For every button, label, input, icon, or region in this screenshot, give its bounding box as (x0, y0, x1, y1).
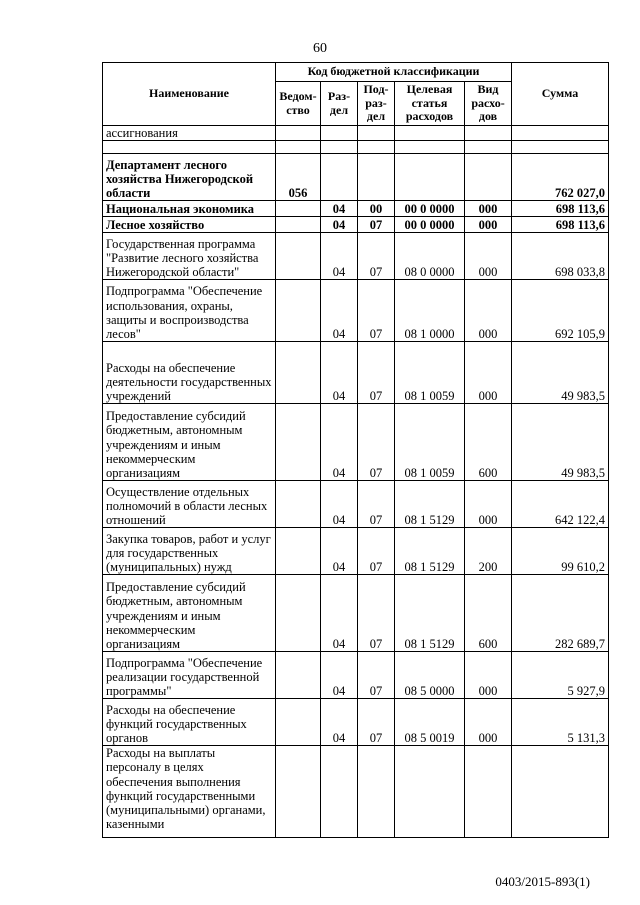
row-vid: 000 (465, 201, 512, 217)
row-podrazdel: 07 (358, 575, 395, 652)
row-vedomstvo (276, 404, 321, 481)
table-row (103, 404, 609, 481)
row-sum: 642 122,4 (512, 481, 609, 528)
row-razdel: 04 (321, 280, 358, 342)
row-sum: 5 927,9 (512, 652, 609, 699)
row-vid: 000 (465, 652, 512, 699)
row-name: Национальная экономика (103, 201, 276, 217)
row-vedomstvo: 056 (276, 154, 321, 201)
row-vedomstvo (276, 126, 321, 141)
row-target: 08 5 0000 (395, 652, 465, 699)
row-name: Предоставление субсидий бюджетным, автономным учреждениям и иным некоммерческим организациям (103, 575, 276, 652)
header-vid: Вид расхо-дов (465, 82, 512, 126)
row-target: 08 1 0059 (395, 342, 465, 404)
row-podrazdel: 07 (358, 404, 395, 481)
row-target (395, 154, 465, 201)
table-row (103, 141, 609, 154)
table-row (103, 652, 609, 699)
table-row (103, 481, 609, 528)
row-vid: 000 (465, 481, 512, 528)
document-code: 0403/2015-893(1) (495, 874, 590, 889)
row-vedomstvo (276, 233, 321, 280)
row-sum (512, 141, 609, 154)
row-podrazdel: 07 (358, 699, 395, 746)
row-podrazdel: 07 (358, 342, 395, 404)
row-podrazdel: 07 (358, 280, 395, 342)
row-target: 08 0 0000 (395, 233, 465, 280)
row-vid: 000 (465, 233, 512, 280)
table-header (103, 63, 609, 126)
row-target: 08 1 5129 (395, 575, 465, 652)
row-razdel (321, 746, 358, 838)
row-target: 08 1 5129 (395, 481, 465, 528)
row-target: 08 1 0059 (395, 404, 465, 481)
row-podrazdel (358, 746, 395, 838)
row-name: Департамент лесного хозяйства Нижегородской области (103, 154, 276, 201)
table-row (103, 126, 609, 141)
row-podrazdel: 07 (358, 652, 395, 699)
row-vedomstvo (276, 528, 321, 575)
row-vid (465, 126, 512, 141)
row-vedomstvo (276, 746, 321, 838)
row-name: Закупка товаров, работ и услуг для государственных (муниципальных) нужд (103, 528, 276, 575)
table-body (103, 126, 609, 838)
row-podrazdel (358, 154, 395, 201)
row-vid (465, 746, 512, 838)
row-razdel: 04 (321, 201, 358, 217)
row-vid: 000 (465, 342, 512, 404)
row-sum: 282 689,7 (512, 575, 609, 652)
header-name: Наименование (103, 63, 276, 126)
table-row (103, 746, 609, 838)
row-target (395, 746, 465, 838)
row-vid (465, 154, 512, 201)
table-row (103, 233, 609, 280)
row-target: 08 1 5129 (395, 528, 465, 575)
row-razdel: 04 (321, 404, 358, 481)
row-sum (512, 746, 609, 838)
table-row (103, 575, 609, 652)
row-vedomstvo (276, 217, 321, 233)
row-sum (512, 126, 609, 141)
row-vedomstvo (276, 280, 321, 342)
row-name: Подпрограмма "Обеспечение реализации государственной программы" (103, 652, 276, 699)
row-target: 00 0 0000 (395, 217, 465, 233)
row-target: 08 5 0019 (395, 699, 465, 746)
table-row (103, 154, 609, 201)
row-sum: 692 105,9 (512, 280, 609, 342)
row-vid: 200 (465, 528, 512, 575)
row-podrazdel (358, 126, 395, 141)
row-razdel: 04 (321, 528, 358, 575)
row-razdel: 04 (321, 481, 358, 528)
row-podrazdel: 07 (358, 233, 395, 280)
row-sum: 99 610,2 (512, 528, 609, 575)
row-podrazdel (358, 141, 395, 154)
table-row (103, 217, 609, 233)
row-razdel: 04 (321, 233, 358, 280)
row-sum: 49 983,5 (512, 342, 609, 404)
row-podrazdel: 07 (358, 481, 395, 528)
table-row (103, 699, 609, 746)
row-sum: 698 113,6 (512, 217, 609, 233)
table-row (103, 280, 609, 342)
row-vedomstvo (276, 575, 321, 652)
header-razdel: Раз-дел (321, 82, 358, 126)
row-name: Расходы на обеспечение функций государственных органов (103, 699, 276, 746)
row-sum: 698 033,8 (512, 233, 609, 280)
row-vid (465, 141, 512, 154)
row-vid: 600 (465, 575, 512, 652)
row-razdel: 04 (321, 652, 358, 699)
row-sum: 49 983,5 (512, 404, 609, 481)
row-target: 08 1 0000 (395, 280, 465, 342)
row-vedomstvo (276, 201, 321, 217)
row-target: 00 0 0000 (395, 201, 465, 217)
row-razdel: 04 (321, 575, 358, 652)
header-code-group: Код бюджетной классификации (276, 63, 512, 82)
row-vid: 000 (465, 699, 512, 746)
row-vedomstvo (276, 699, 321, 746)
row-vedomstvo (276, 342, 321, 404)
row-vid: 000 (465, 217, 512, 233)
header-sum: Сумма (512, 63, 609, 126)
table-row (103, 342, 609, 404)
row-vedomstvo (276, 141, 321, 154)
row-target (395, 141, 465, 154)
row-podrazdel: 00 (358, 201, 395, 217)
row-razdel (321, 154, 358, 201)
row-vedomstvo (276, 481, 321, 528)
row-name (103, 141, 276, 154)
row-razdel (321, 141, 358, 154)
row-podrazdel: 07 (358, 528, 395, 575)
row-podrazdel: 07 (358, 217, 395, 233)
header-vedomstvo: Ведом-ство (276, 82, 321, 126)
page-number: 60 (313, 41, 327, 56)
row-vedomstvo (276, 652, 321, 699)
header-target: Целевая статья расходов (395, 82, 465, 126)
row-name: Подпрограмма "Обеспечение использования, охраны, защиты и воспроизводства лесов" (103, 280, 276, 342)
row-name: Расходы на обеспечение деятельности государственных учреждений (103, 342, 276, 404)
row-name: Осуществление отдельных полномочий в области лесных отношений (103, 481, 276, 528)
row-sum: 698 113,6 (512, 201, 609, 217)
row-sum: 762 027,0 (512, 154, 609, 201)
row-razdel: 04 (321, 217, 358, 233)
row-vid: 600 (465, 404, 512, 481)
row-vid: 000 (465, 280, 512, 342)
row-name: Государственная программа "Развитие лесного хозяйства Нижегородской области" (103, 233, 276, 280)
header-podrazdel: Под-раз-дел (358, 82, 395, 126)
budget-table (102, 62, 609, 838)
row-name: Предоставление субсидий бюджетным, автономным учреждениям и иным некоммерческим организациям (103, 404, 276, 481)
row-razdel: 04 (321, 699, 358, 746)
row-sum: 5 131,3 (512, 699, 609, 746)
row-name: Расходы на выплаты персоналу в целях обеспечения выполнения функций государственными (муниципальными) органами, казенными (103, 746, 276, 838)
table-row (103, 201, 609, 217)
row-razdel (321, 126, 358, 141)
row-razdel: 04 (321, 342, 358, 404)
row-name: Лесное хозяйство (103, 217, 276, 233)
table-row (103, 528, 609, 575)
row-target (395, 126, 465, 141)
row-name: ассигнования (103, 126, 276, 141)
